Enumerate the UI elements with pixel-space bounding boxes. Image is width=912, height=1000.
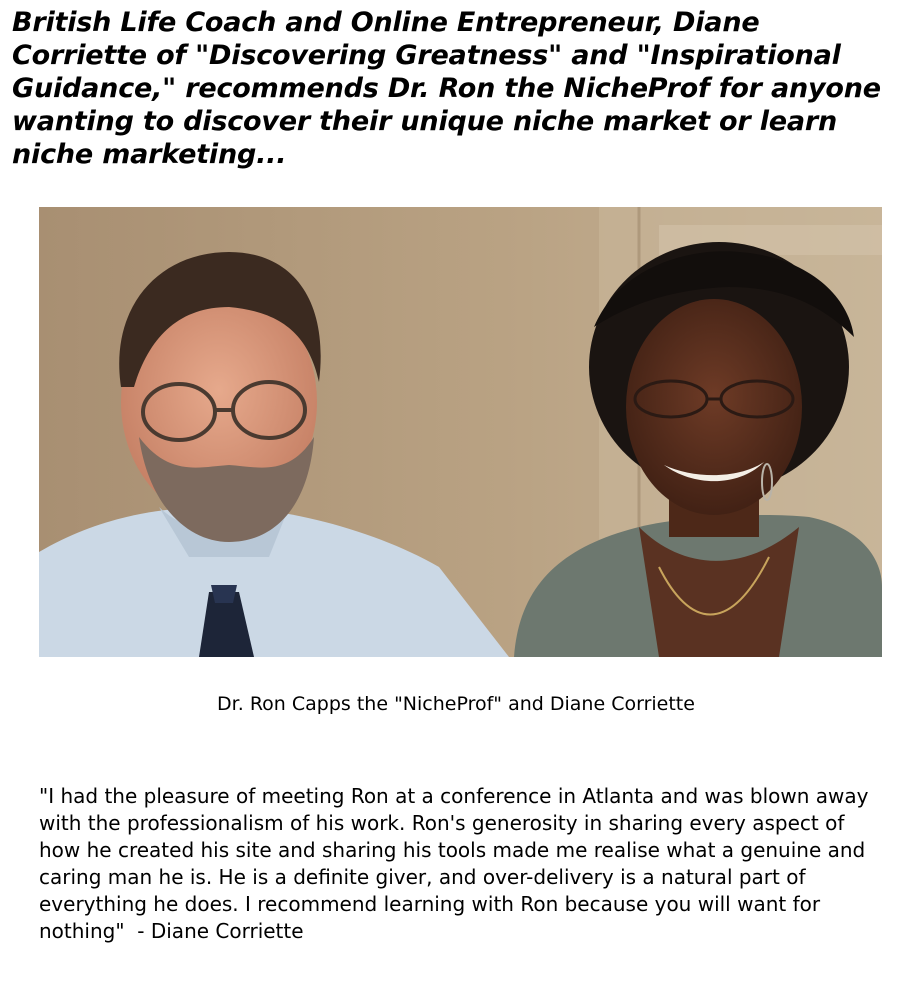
photo-illustration [39,207,882,657]
testimonial-quote [39,783,889,945]
headline: British Life Coach and Online Entrepreneur, Diane Corriette of "Discovering Greatness" and "Inspirational Guidance," recommends Dr. Ron the NicheProf for anyone wanting to discover their unique niche market or learn niche marketing... [12,7,881,170]
testimonial-text: "I had the pleasure of meeting Ron at a conference in Atlanta and was blown away with the professionalism of his work. Ron's generosity in sharing every aspect of how he created his site and sharing his tools made me realise what a genuine and caring man he is. He is a definite giver, and over-delivery is a natural part of everything he does. I recommend learning with Ron because you will want for nothing" [39,784,869,943]
photo-caption: Dr. Ron Capps the "NicheProf" and Diane Corriette [217,693,695,715]
testimonial-attribution: - Diane Corriette [124,919,304,943]
photo [39,207,882,657]
